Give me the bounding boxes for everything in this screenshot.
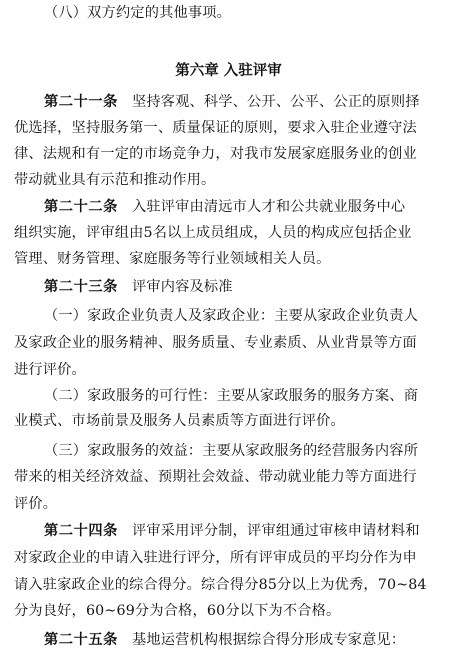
article-24-line-3: 请入驻家政企业的综合得分。综合得分85分以上为优秀，70~84	[14, 577, 427, 593]
article-25-number: 第二十五条	[44, 632, 118, 648]
article-22-line-3: 管理、财务管理、家庭服务等行业领域相关人员。	[14, 251, 331, 267]
article-22-number: 第二十二条	[44, 199, 118, 215]
article-24-line-4: 分为良好，60~69分为合格，60分以下为不合格。	[14, 603, 341, 619]
article-23-item-2-line-2: 业模式、市场前景及服务人员素质等方面进行评价。	[14, 413, 345, 429]
article-21-line-4: 带动就业具有示范和推动作用。	[14, 172, 216, 188]
article-24-number: 第二十四条	[44, 523, 118, 539]
article-22-line-2: 组织实施，评审组由5名以上成员组成，人员的构成应包括企业	[14, 225, 412, 241]
article-22-text: 入驻评审由清远市人才和公共就业服务中心	[131, 199, 406, 215]
article-25-text: 基地运营机构根据综合得分形成专家意见：	[131, 632, 406, 648]
article-23-item-3-line-1: （三）家政服务的效益：主要从家政服务的经营服务内容所	[44, 443, 419, 459]
article-24-line-2: 对家政企业的申请入驻进行评分，所有评审成员的平均分作为申	[14, 550, 417, 566]
article-21-number: 第二十一条	[44, 94, 118, 110]
article-23-item-2-line-1: （二）家政服务的可行性：主要从家政服务的服务方案、商	[44, 388, 419, 404]
pre-item-text: （八）双方约定的其他事项。	[44, 5, 232, 21]
article-23-item-1-line-3: 进行评价。	[14, 362, 86, 378]
article-22-line-1	[0, 197, 457, 217]
article-21-line-2: 优选择，坚持服务第一、质量保证的原则，要求入驻企业遵守法	[14, 120, 417, 136]
article-23-number: 第二十三条	[44, 279, 118, 295]
article-24-text: 评审采用评分制，评审组通过审核申请材料和	[131, 523, 420, 539]
pre-item-line	[0, 3, 457, 23]
chapter-title: 第六章 入驻评审	[175, 62, 282, 79]
article-24-line-1	[0, 521, 457, 541]
article-23-item-1-line-1: （一）家政企业负责人及家政企业：主要从家政企业负责人	[44, 308, 419, 324]
article-23-line-1	[0, 277, 457, 297]
article-21-line-1	[0, 92, 457, 112]
article-23-item-3-line-2: 带来的相关经济效益、预期社会效益、带动就业能力等方面进行	[14, 469, 417, 485]
article-25-line-1	[0, 630, 457, 650]
article-23-text: 评审内容及标准	[131, 279, 233, 295]
article-21-line-3: 律、法规和有一定的市场竞争力，对我市发展家庭服务业的创业	[14, 146, 417, 162]
article-23-item-1-line-2: 及家政企业的服务精神、服务质量、专业素质、从业背景等方面	[14, 335, 417, 351]
article-23-item-3-line-3: 评价。	[14, 496, 58, 512]
article-21-text: 坚持客观、科学、公开、公平、公正的原则择	[131, 94, 420, 110]
